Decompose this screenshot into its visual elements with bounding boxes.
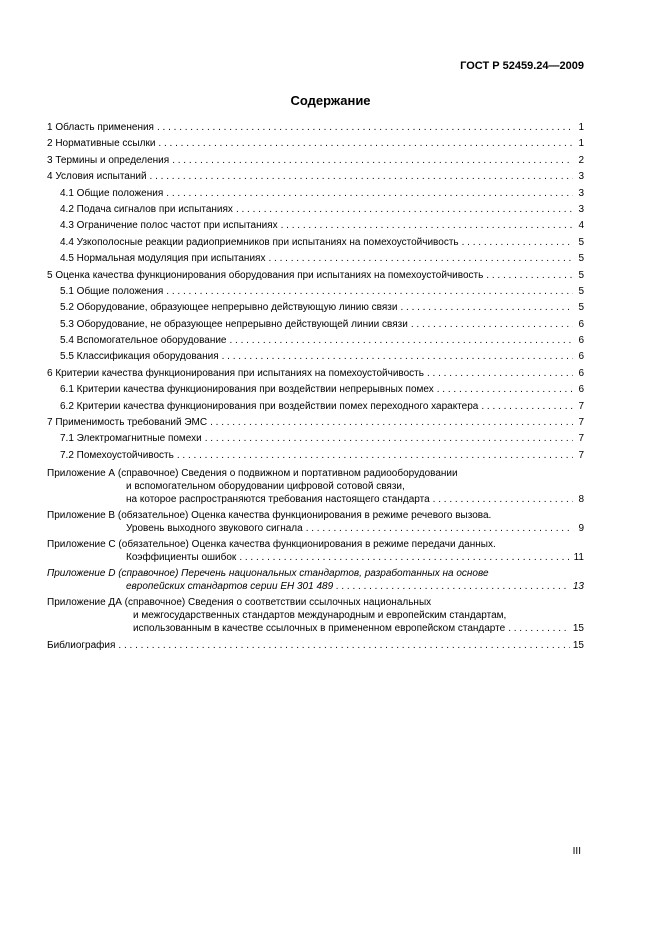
toc-entry[interactable] [47, 268, 584, 284]
toc-entry[interactable] [47, 317, 584, 333]
document-code: ГОСТ Р 52459.24—2009 [460, 60, 584, 72]
toc-entry-label: 4.4 Узкополосные реакции радиоприемников при испытаниях на помехоустойчивость [60, 236, 459, 248]
toc-entry[interactable] [47, 120, 584, 136]
toc-entry-label: 1 Область применения [47, 122, 154, 133]
leader-dots [205, 431, 573, 447]
toc-entry-label: 5.3 Оборудование, не образующее непрерывно действующей линии связи [60, 318, 408, 330]
toc-entry-label: 4.5 Нормальная модуляция при испытаниях [60, 253, 266, 265]
appendix-b-line2: Уровень выходного звукового сигнала [126, 523, 303, 535]
toc-entry-page: 3 [578, 171, 584, 183]
leader-dots [239, 551, 570, 564]
leader-dots [166, 186, 573, 202]
toc-entry-label: 4 Условия испытаний [47, 171, 147, 183]
appendix-c-line1: Приложение С (обязательное) Оценка качества функционирования в режиме передачи данных. [47, 539, 496, 551]
leader-dots [158, 136, 573, 152]
appendix-da-line1: Приложение ДА (справочное) Сведения о соответствии ссылочных национальных [47, 597, 432, 609]
appendix-b-last-line [47, 522, 584, 535]
leader-dots [268, 251, 573, 267]
appendix-d-last-line [47, 580, 584, 593]
leader-dots [433, 493, 573, 506]
toc-appendix-b[interactable] [47, 509, 584, 535]
toc-entry[interactable] [47, 153, 584, 169]
leader-dots [481, 399, 573, 415]
appendix-b-line1: Приложение В (обязательное) Оценка качества функционирования в режиме речевого вызова. [47, 510, 492, 522]
toc-entry[interactable] [47, 333, 584, 349]
toc-entry-label: 3 Термины и определения [47, 154, 170, 166]
toc-entry[interactable] [47, 300, 584, 316]
leader-dots [336, 580, 570, 593]
appendix-da-last-line [47, 622, 584, 635]
toc-entry-page: 5 [578, 302, 584, 314]
toc-entry-label: 5.1 Общие положения [60, 285, 164, 297]
leader-dots [177, 448, 573, 464]
toc-entry-label: 5 Оценка качества функционирования оборудования при испытаниях на помехоустойчивость [47, 269, 484, 281]
toc-entry-page: 1 [578, 138, 584, 150]
toc-entry-label: 6.2 Критерии качества функционирования при воздействии помех переходного характера [60, 400, 479, 412]
toc-entry-page: 7 [578, 449, 584, 461]
leader-dots [230, 333, 574, 349]
toc-entry[interactable] [47, 136, 584, 152]
toc-entry-label: 4.1 Общие положения [60, 187, 164, 199]
toc-entry-page: 5 [578, 285, 584, 297]
toc-entry[interactable] [47, 431, 584, 447]
toc-appendix-da[interactable] [47, 596, 584, 635]
bibliography-page: 15 [572, 640, 584, 652]
toc-entry-label: 5.4 Вспомогательное оборудование [60, 335, 227, 347]
appendix-c-line2: Коэффициенты ошибок [126, 552, 237, 564]
toc-appendix-a[interactable] [47, 467, 584, 506]
leader-dots [486, 268, 573, 284]
appendix-da-line3: использованным в качестве ссылочных в примененном европейском стандарте [133, 623, 506, 635]
page-number: III [572, 846, 581, 857]
toc-entry[interactable] [47, 448, 584, 464]
toc-entry-page: 6 [578, 384, 584, 396]
toc-entry[interactable] [47, 169, 584, 185]
toc-entry-page: 6 [578, 367, 584, 379]
leader-dots [508, 622, 570, 635]
leader-dots [427, 366, 573, 382]
leader-dots [222, 349, 573, 365]
leader-dots [400, 300, 573, 316]
toc-entry-label: 7 Применимость требований ЭМС [47, 417, 208, 429]
appendix-c-last-line [47, 551, 584, 564]
toc-entry-page: 7 [578, 400, 584, 412]
toc-entry[interactable] [47, 251, 584, 267]
leader-dots [411, 317, 573, 333]
leader-dots [236, 202, 573, 218]
toc-entry-label: 4.3 Ограничение полос частот при испытаниях [60, 220, 278, 232]
toc-entry[interactable] [47, 349, 584, 365]
toc-entry-page: 7 [578, 417, 584, 429]
leader-dots [306, 522, 573, 535]
toc-entry-label: 7.2 Помехоустойчивость [60, 449, 174, 461]
toc-entry-label: 4.2 Подача сигналов при испытаниях [60, 203, 233, 215]
appendix-d-line1: Приложение D (справочное) Перечень национальных стандартов, разработанных на основе [47, 568, 489, 580]
appendix-a-line2: и вспомогательном оборудовании цифровой сотовой связи, [126, 481, 405, 493]
toc-entry-page: 1 [578, 122, 584, 133]
toc-entry-label: 7.1 Электромагнитные помехи [60, 433, 202, 445]
appendix-a-last-line [47, 493, 584, 506]
leader-dots [157, 120, 573, 136]
toc-entry-page: 5 [578, 269, 584, 281]
toc-entry-label: 6.1 Критерии качества функционирования при воздействии непрерывных помех [60, 384, 434, 396]
toc-title: Содержание [290, 93, 371, 108]
toc-entry-page: 4 [578, 220, 584, 232]
toc-entry-page: 3 [578, 203, 584, 215]
toc-entry[interactable] [47, 382, 584, 398]
table-of-contents [47, 120, 584, 655]
toc-appendix-c[interactable] [47, 538, 584, 564]
appendix-d-page: 13 [572, 581, 584, 593]
toc-entry[interactable] [47, 202, 584, 218]
toc-entry-page: 5 [578, 236, 584, 248]
toc-entry[interactable] [47, 284, 584, 300]
leader-dots [172, 153, 573, 169]
appendix-c-page: 11 [573, 552, 584, 564]
appendix-da-line2: и межгосударственных стандартов международным и европейским стандартам, [133, 610, 507, 622]
toc-entry-page: 5 [578, 253, 584, 265]
toc-entry[interactable] [47, 399, 584, 415]
appendix-da-page: 15 [572, 623, 584, 635]
toc-entry-page: 6 [578, 318, 584, 330]
leader-dots [150, 169, 573, 185]
toc-entry[interactable] [47, 218, 584, 234]
appendix-a-line1: Приложение А (справочное) Сведения о подвижном и портативном радиооборудовании [47, 468, 458, 480]
toc-entry[interactable] [47, 415, 584, 431]
bibliography-label: Библиография [47, 640, 116, 652]
appendix-a-line3: на которое распространяются требования настоящего стандарта [126, 494, 430, 506]
leader-dots [281, 218, 573, 234]
toc-entry-label: 5.5 Классификация оборудования [60, 351, 219, 363]
appendix-d-line2: европейских стандартов серии ЕН 301 489 [126, 581, 334, 593]
toc-bibliography[interactable] [47, 638, 584, 654]
leader-dots [462, 235, 573, 251]
toc-entry-page: 3 [578, 187, 584, 199]
toc-entry-label: 6 Критерии качества функционирования при испытаниях на помехоустойчивость [47, 367, 424, 379]
toc-entry-label: 2 Нормативные ссылки [47, 138, 156, 150]
leader-dots [118, 638, 569, 654]
appendix-a-page: 8 [578, 494, 584, 506]
toc-entry-page: 7 [578, 433, 584, 445]
toc-entry[interactable] [47, 235, 584, 251]
toc-entry[interactable] [47, 186, 584, 202]
toc-appendix-d[interactable] [47, 567, 584, 593]
toc-entry-page: 6 [578, 351, 584, 363]
leader-dots [166, 284, 573, 300]
leader-dots [437, 382, 573, 398]
toc-entry-page: 2 [578, 154, 584, 166]
appendix-b-page: 9 [578, 523, 584, 535]
toc-entry[interactable] [47, 366, 584, 382]
toc-entry-label: 5.2 Оборудование, образующее непрерывно действующую линию связи [60, 302, 398, 314]
toc-entry-page: 6 [578, 335, 584, 347]
leader-dots [210, 415, 573, 431]
